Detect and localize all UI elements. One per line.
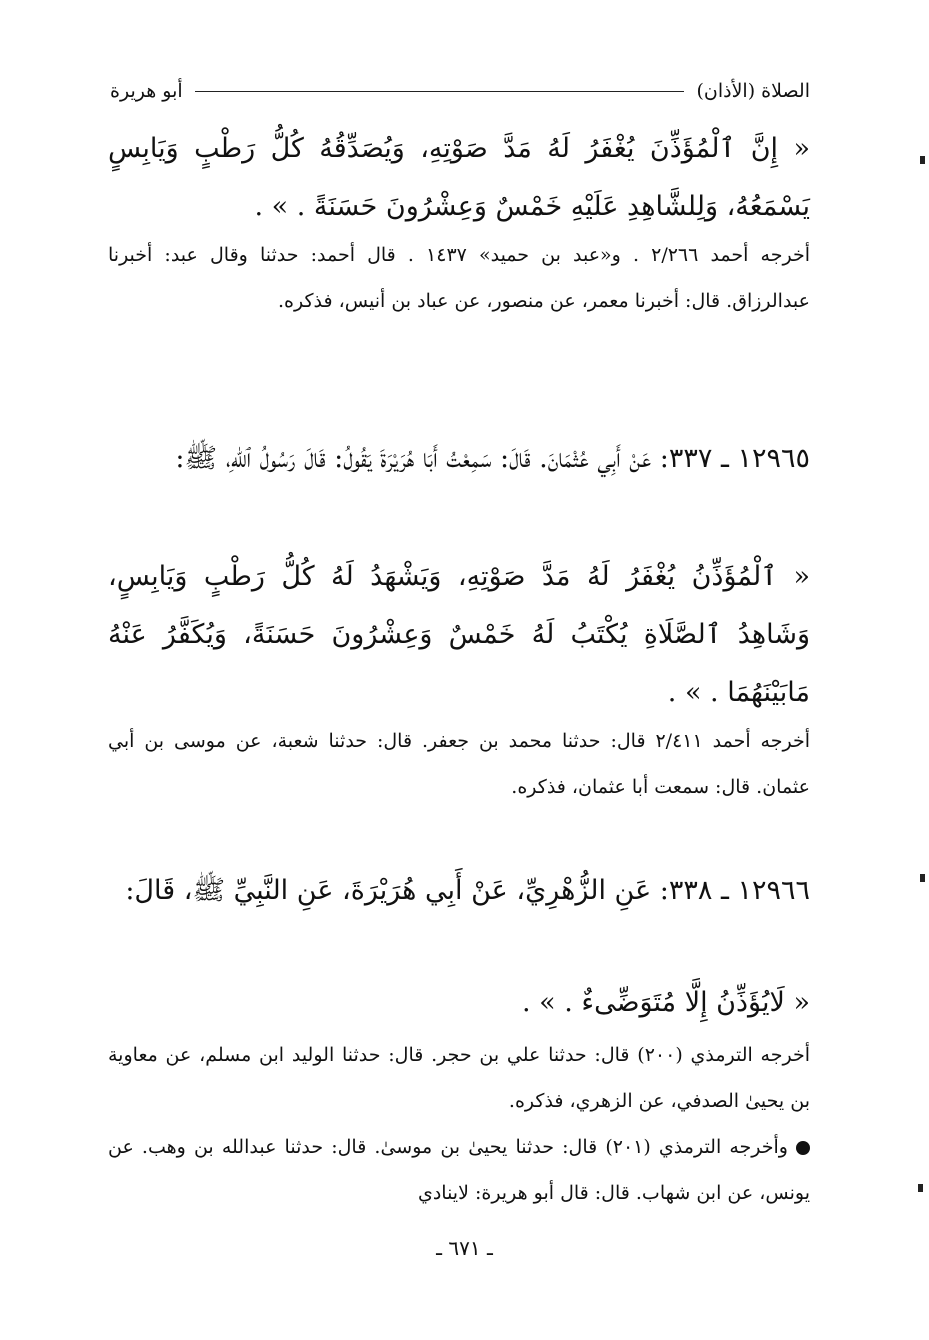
reference-4-text: وأخرجه الترمذي (٢٠١) قال: حدثنا يحيىٰ بن موسىٰ. قال: حدثنا عبدالله بن وهب. عن يونس، عن ابن شهاب. قال: قال أبو هريرة: لاينادي (108, 1136, 810, 1204)
hadith-number-12965: ١٢٩٦٥ ـ ٣٣٧: عَنْ أَبِي عُثْمَانَ. قَالَ: سَمِعْتُ أَبَا هُرَيْرَةَ يَقُولُ: قَالَ رَسُولُ ٱللهِ، ﷺ: (175, 443, 810, 474)
bullet-icon (796, 1141, 810, 1155)
section-title: الصلاة (الأذان) (696, 80, 810, 102)
hadith-text-1: « إِنَّ ٱلْمُؤَذِّنَ يُغْفَرُ لَهُ مَدَّ صَوْتِهِ، وَيُصَدِّقُهُ كُلُّ رَطْبٍ وَيَابِسٍ يَسْمَعُهُ، وَلِلشَّاهِدِ عَلَيْهِ خَمْسٌ وَعِشْرُونَ حَسَنَةً . » . (108, 133, 810, 222)
reference-4 (108, 1124, 810, 1216)
page-number: ـ ٦٧١ ـ (436, 1236, 493, 1260)
reference-3: أخرجه الترمذي (٢٠٠) قال: حدثنا علي بن حجر. قال: حدثنا الوليد ابن مسلم، عن معاوية بن يحيىٰ الصدفي، عن الزهري، فذكره. (108, 1044, 810, 1112)
margin-mark (918, 1184, 923, 1192)
hadith-text-2: « ٱلْمُؤَذِّنُ يُغْفَرُ لَهُ مَدَّ صَوْتِهِ، وَيَشْهَدُ لَهُ كُلُّ رَطْبٍ وَيَابِسٍ، وَشَاهِدُ ٱلصَّلَاةِ يُكْتَبُ لَهُ خَمْسٌ وَعِشْرُونَ حَسَنَةً، وَيُكَفَّرُ عَنْهُ مَابَيْنَهُمَا . » . (108, 561, 810, 708)
running-header (110, 76, 810, 106)
header-rule (195, 91, 685, 92)
reference-2: أخرجه أحمد ٢/٤١١ قال: حدثنا محمد بن جعفر. قال: حدثنا شعبة، عن موسى بن أبي عثمان. قال: سمعت أبا عثمان، فذكره. (108, 730, 810, 798)
hadith-text-3: « لَايُؤَذِّنُ إِلَّا مُتَوَضِّىءٌ . » . (522, 987, 810, 1018)
reference-1: أخرجه أحمد ٢/٢٦٦ . و«عبد بن حميد» ١٤٣٧ . قال أحمد: حدثنا وقال عبد: أخبرنا عبدالرزاق. قال: أخبرنا معمر، عن منصور، عن عباد بن أنيس، فذكره. (108, 244, 810, 312)
narrator-name: أبو هريرة (110, 80, 183, 102)
hadith-number-12966: ١٢٩٦٦ ـ ٣٣٨: عَنِ الزُّهْرِيِّ، عَنْ أَبِي هُرَيْرَةَ، عَنِ النَّبِيِّ ﷺ، قَالَ: (125, 875, 810, 906)
margin-mark (920, 156, 925, 164)
margin-mark (920, 874, 925, 882)
